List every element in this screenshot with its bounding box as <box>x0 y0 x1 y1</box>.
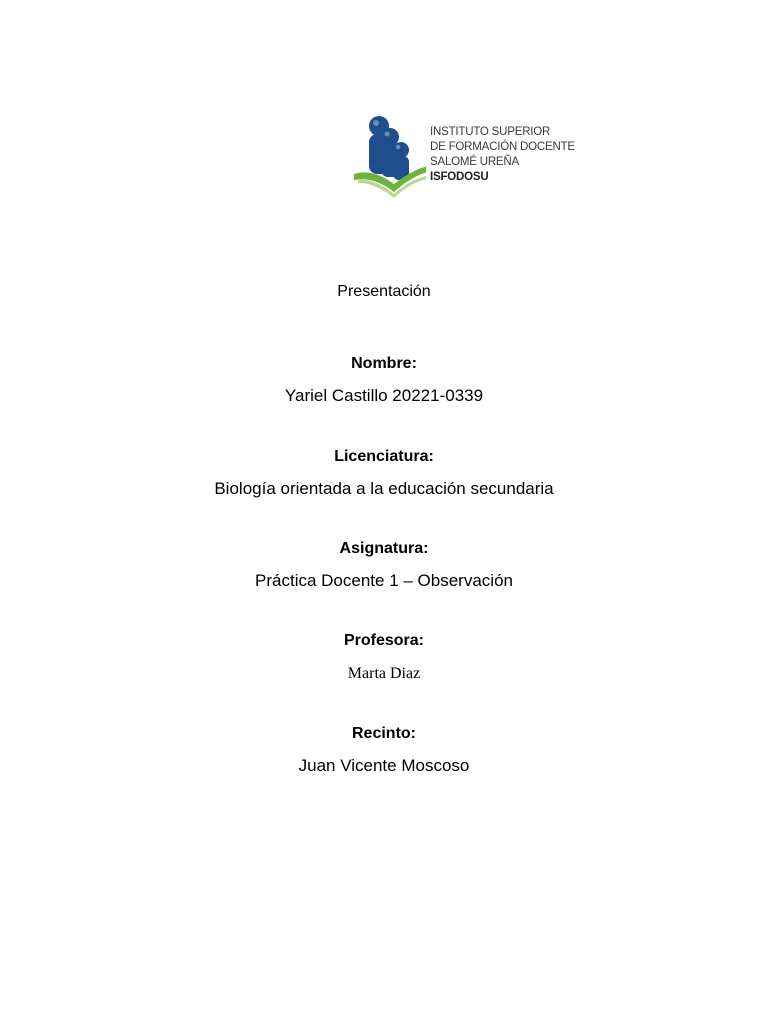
profesora-label: Profesora: <box>343 632 425 649</box>
logo-wordmark <box>430 125 575 185</box>
logo-line-3: SALOMÉ UREÑA <box>430 156 519 168</box>
asignatura-value: Práctica Docente 1 – Observación <box>255 571 513 590</box>
licenciatura-value: Biología orientada a la educación secundaria <box>214 479 554 498</box>
profesora-value: Marta Diaz <box>347 665 421 682</box>
recinto-value: Juan Vicente Moscoso <box>298 756 470 775</box>
nombre-label: Nombre: <box>351 355 417 372</box>
asignatura-label: Asignatura: <box>339 540 429 557</box>
recinto-label: Recinto: <box>352 725 416 742</box>
logo-line-1: INSTITUTO SUPERIOR <box>430 126 551 138</box>
isfodosu-emblem-icon <box>352 112 426 200</box>
isfodosu-logo <box>352 112 592 202</box>
presentation-title: Presentación <box>337 283 431 300</box>
logo-line-4: ISFODOSU <box>430 171 489 183</box>
nombre-value: Yariel Castillo 20221-0339 <box>284 386 484 405</box>
logo-line-2: DE FORMACIÓN DOCENTE <box>430 141 575 153</box>
licenciatura-label: Licenciatura: <box>334 448 434 465</box>
